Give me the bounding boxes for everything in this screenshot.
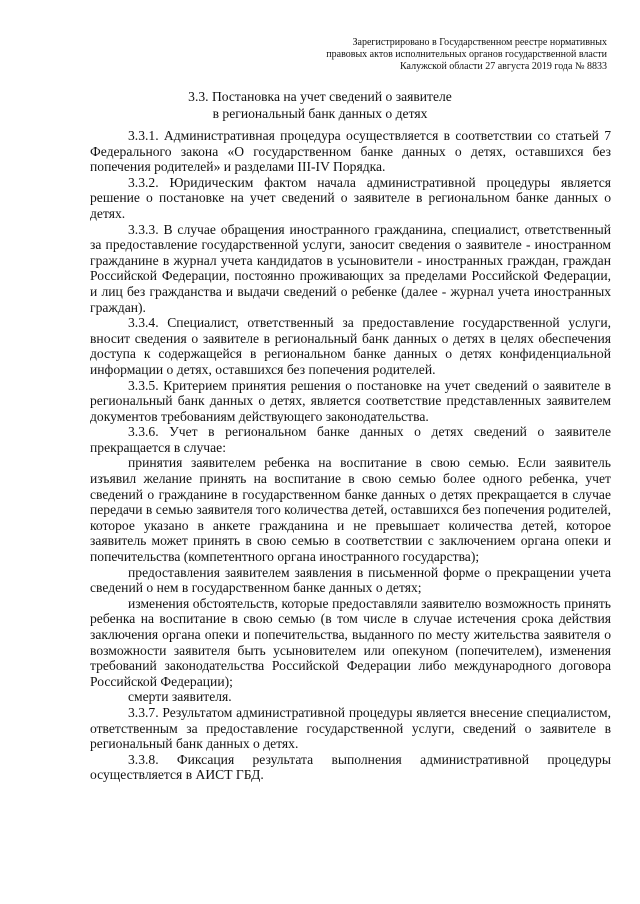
list-item-changed-circumstances: изменения обстоятельств, которые предоставляли заявителю возможность принять ребенка на воспитание в свою семью (в том числе в случае истечения срока действия заключения органа опеки и попечительства, выданного по месту жительства заявителя о возможности заявителя быть усыновителем или опекуном (попечителем), изменения требований законодательства Российской Федерации либо международного договора Российской Федерации); — [90, 595, 611, 689]
section-title-line: в региональный банк данных о детях — [212, 106, 428, 121]
paragraph-3-3-5: 3.3.5. Критерием принятия решения о постановке на учет сведений о заявителе в региональный банк данных о детях, является соответствие представленных заявителем документов требованиям действующего законодательства. — [90, 377, 611, 424]
paragraph-3-3-6: 3.3.6. Учет в региональном банке данных о детях сведений о заявителе прекращается в случае: — [90, 424, 611, 455]
section-title-line: 3.3. Постановка на учет сведений о заявителе — [188, 89, 452, 104]
paragraph-3-3-8: 3.3.8. Фиксация результата выполнения административной процедуры осуществляется в АИСТ ГБД. — [90, 751, 611, 783]
registration-stamp — [307, 37, 607, 73]
paragraph-3-3-1: 3.3.1. Административная процедура осуществляется в соответствии со статьей 7 Федерального закона «О государственном банке данных о детях, оставшихся без попечения родителей» и разделами III-IV Порядка. — [90, 128, 611, 175]
registration-stamp-line: правовых актов исполнительных органов государственной власти — [326, 49, 607, 60]
section-body — [90, 128, 611, 783]
list-item-death: смерти заявителя. — [128, 689, 232, 705]
registration-stamp-line: Калужской области 27 августа 2019 года № 8833 — [400, 61, 607, 72]
paragraph-3-3-2: 3.3.2. Юридическим фактом начала административной процедуры является решение о постановке на учет сведений о заявителе в региональном банке данных о детях. — [90, 174, 611, 221]
registration-stamp-line: Зарегистрировано в Государственном реестре нормативных — [352, 37, 607, 48]
paragraph-3-3-3: 3.3.3. В случае обращения иностранного гражданина, специалист, ответственный за предоставление государственной услуги, заносит сведения о заявителе - иностранном гражданине в журнал учета кандидатов в усыновители - иностранных граждан, граждан Российской Федерации, постоянно проживающих за пределами Российской Федерации, и лиц без гражданства и выдачи сведений о ребенке (далее - журнал учета иностранных граждан). — [90, 221, 611, 315]
list-item-written-application: предоставления заявителем заявления в письменной форме о прекращении учета сведений о нем в государственном банке данных о детях; — [90, 564, 611, 596]
paragraph-3-3-4: 3.3.4. Специалист, ответственный за предоставление государственной услуги, вносит сведения о заявителе в региональный банк данных о детях в целях обеспечения доступа к содержащейся в региональном банке данных о детях конфиденциальной информации о детях, оставшихся без попечения родителей. — [90, 315, 611, 377]
paragraph-3-3-7: 3.3.7. Результатом административной процедуры является внесение специалистом, ответственным за предоставление государственной услуги, сведений о заявителе в региональный банк данных о детях. — [90, 704, 611, 752]
list-item-child-adoption: принятия заявителем ребенка на воспитание в свою семью. Если заявитель изъявил желание принять на воспитание в свою семью более одного ребенка, учет сведений о гражданине в государственном банке данных о детях прекращается в случае передачи в семью заявителя того количества детей, оставшихся без попечения родителей, которое указано в анкете гражданина и не превышает количества детей, которое заявитель может принять в свою семью в соответствии с заключением органа опеки и попечительства (компетентного органа иностранного государства); — [90, 455, 611, 565]
section-heading — [0, 88, 640, 122]
